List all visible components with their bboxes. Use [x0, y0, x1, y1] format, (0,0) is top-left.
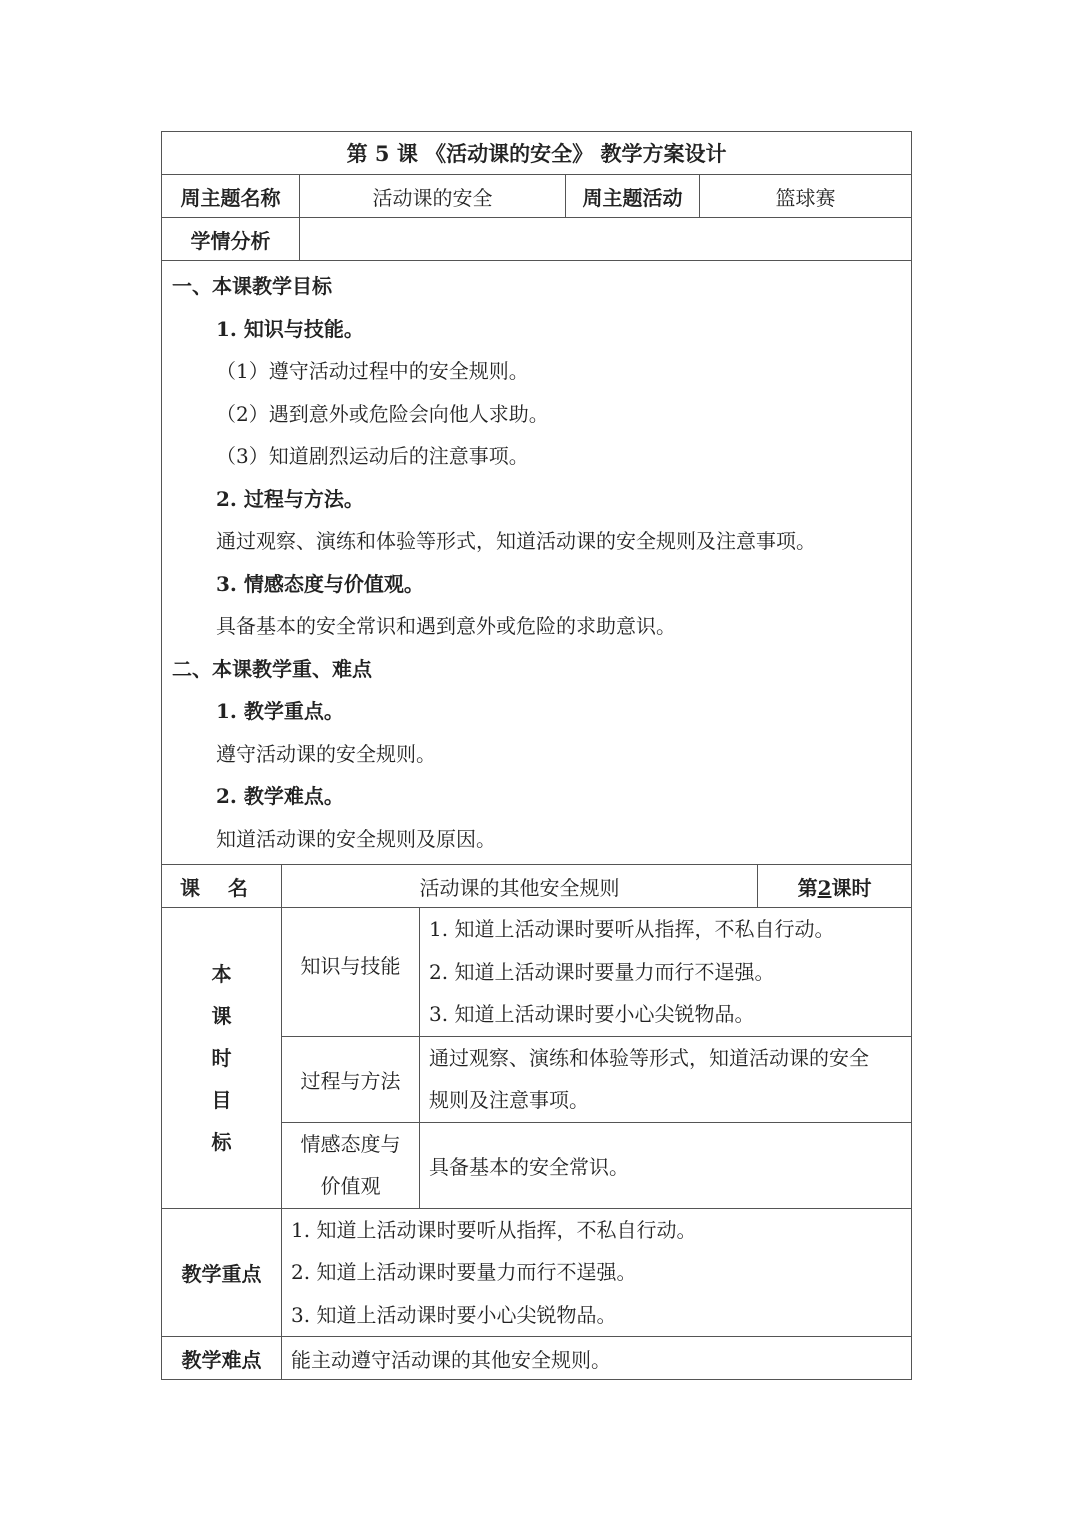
- period-prefix: 第: [797, 875, 818, 900]
- objectives-section: [162, 261, 912, 865]
- focus-text: 遵守活动课的安全规则。: [216, 741, 436, 766]
- analysis-label: 学情分析: [162, 218, 300, 261]
- goal-emotion-label: 情感态度与 价值观: [282, 1122, 420, 1208]
- period-number: 2: [817, 875, 832, 900]
- emotion-heading: 3. 情感态度与价值观。: [216, 571, 424, 596]
- lesson-plan-document: [161, 131, 911, 1380]
- emotion-text: 具备基本的安全常识和遇到意外或危险的求助意识。: [216, 614, 676, 638]
- keypoints-heading: 二、本课教学重、难点: [172, 656, 372, 681]
- goal-process-label: 过程与方法: [282, 1036, 420, 1122]
- process-heading: 2. 过程与方法。: [216, 486, 364, 511]
- goal-knowledge-label: 知识与技能: [282, 908, 420, 1037]
- lesson-name-value: 活动课的其他安全规则: [282, 865, 758, 908]
- goals-side-label: 本 课 时 目 标: [162, 908, 282, 1209]
- focus-items: 1. 知道上活动课时要听从指挥，不私自行动。 2. 知道上活动课时要量力而行不逞强。 3. 知道上活动课时要小心尖锐物品。: [282, 1208, 912, 1337]
- knowledge-item: （2）遇到意外或危险会向他人求助。: [216, 401, 549, 426]
- process-text: 通过观察、演练和体验等形式，知道活动课的安全规则及注意事项。: [216, 529, 816, 553]
- lesson-plan-table: [161, 131, 912, 1380]
- difficulty-text: 能主动遵守活动课的其他安全规则。: [282, 1337, 912, 1380]
- difficulty-text: 知道活动课的安全规则及原因。: [216, 826, 496, 851]
- difficulty-heading: 2. 教学难点。: [216, 784, 344, 808]
- analysis-value: [300, 218, 912, 261]
- goal-emotion-text: 具备基本的安全常识。: [420, 1122, 912, 1208]
- goal-process-text: 通过观察、演练和体验等形式，知道活动课的安全 规则及注意事项。: [420, 1036, 912, 1122]
- goal-knowledge-items: 1. 知道上活动课时要听从指挥，不私自行动。 2. 知道上活动课时要量力而行不逞强。 3. 知道上活动课时要小心尖锐物品。: [420, 908, 912, 1037]
- theme-label: 周主题名称: [162, 175, 300, 218]
- focus-label: 教学重点: [162, 1208, 282, 1337]
- focus-heading: 1. 教学重点。: [216, 699, 344, 723]
- knowledge-item: （1）遵守活动过程中的安全规则。: [216, 359, 529, 383]
- lesson-period: [758, 865, 912, 908]
- period-suffix: 课时: [831, 875, 872, 900]
- objectives-heading: 一、本课教学目标: [172, 274, 332, 298]
- theme-value: 活动课的安全: [300, 175, 566, 218]
- difficulty-label: 教学难点: [162, 1337, 282, 1380]
- lesson-name-label: 课 名: [162, 865, 282, 908]
- activity-value: 篮球赛: [700, 175, 912, 218]
- knowledge-item: （3）知道剧烈运动后的注意事项。: [216, 444, 529, 468]
- activity-label: 周主题活动: [566, 175, 700, 218]
- document-title: 第 5 课 《活动课的安全》 教学方案设计: [162, 132, 912, 175]
- knowledge-heading: 1. 知识与技能。: [216, 316, 364, 341]
